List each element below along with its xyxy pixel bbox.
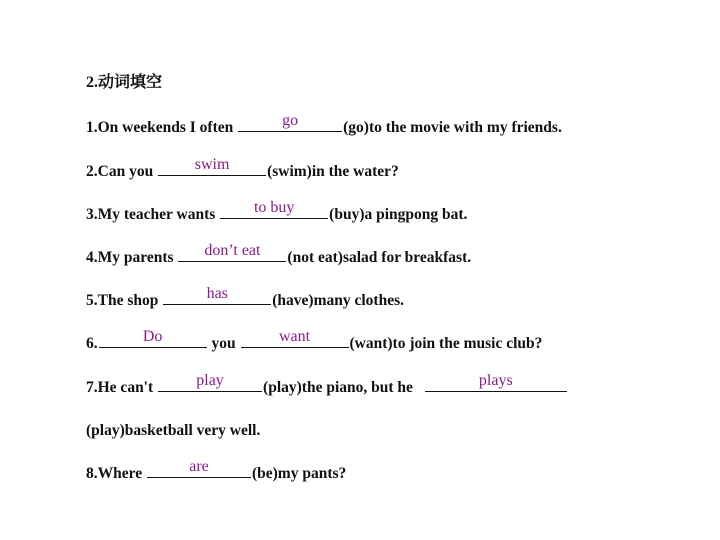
q8-answer: are xyxy=(189,458,209,475)
q4-answer: don’t eat xyxy=(204,242,261,259)
q3-blank[interactable] xyxy=(220,199,328,219)
question-3 xyxy=(86,199,468,225)
q3-text-after: (buy)a pingpong bat. xyxy=(329,206,468,223)
q1-blank[interactable] xyxy=(238,112,342,132)
question-8 xyxy=(86,458,347,484)
question-5 xyxy=(86,285,404,311)
q2-blank[interactable] xyxy=(158,156,266,176)
q7-text-before: 7.He can't xyxy=(86,379,158,396)
q4-text-before: 4.My parents xyxy=(86,249,178,266)
question-7-continued: (play)basketball very well. xyxy=(86,422,261,439)
q7-text-middle: (play)the piano, but he xyxy=(263,379,417,396)
q8-text-before: 8.Where xyxy=(86,465,146,482)
q7-blank-1[interactable] xyxy=(158,372,262,392)
q4-blank[interactable] xyxy=(178,242,286,262)
question-4 xyxy=(86,242,472,268)
q3-text-before: 3.My teacher wants xyxy=(86,206,220,223)
q7-answer-2: plays xyxy=(478,372,513,389)
q1-text-after: (go)to the movie with my friends. xyxy=(343,119,562,136)
q2-text-after: (swim)in the water? xyxy=(267,163,399,180)
q6-answer-1: Do xyxy=(142,328,163,345)
question-2 xyxy=(86,156,399,182)
q8-blank[interactable] xyxy=(147,458,251,478)
q5-text-before: 5.The shop xyxy=(86,292,163,309)
q4-text-after: (not eat)salad for breakfast. xyxy=(287,249,472,266)
q5-answer: has xyxy=(206,285,228,302)
q6-text-middle: you xyxy=(207,335,240,352)
q7-answer-1: play xyxy=(196,372,224,389)
q2-text-before: 2.Can you xyxy=(86,163,158,180)
q6-blank-2[interactable] xyxy=(241,328,349,348)
q7-blank-2[interactable] xyxy=(425,372,567,392)
question-6 xyxy=(86,328,543,354)
q6-blank-1[interactable] xyxy=(99,328,207,348)
q5-text-after: (have)many clothes. xyxy=(272,292,404,309)
q8-text-after: (be)my pants? xyxy=(251,465,347,482)
section-title: 2.动词填空 xyxy=(86,74,163,91)
q6-text-before: 6. xyxy=(86,335,98,352)
q5-blank[interactable] xyxy=(163,285,271,305)
q1-text-before: 1.On weekends I often xyxy=(86,119,238,136)
question-1 xyxy=(86,112,562,138)
q2-answer: swim xyxy=(194,156,230,173)
question-7 xyxy=(86,372,568,398)
q6-text-after: (want)to join the music club? xyxy=(349,335,543,352)
q6-answer-2: want xyxy=(278,328,311,345)
q1-answer: go xyxy=(282,112,299,129)
q3-answer: to buy xyxy=(253,199,295,216)
